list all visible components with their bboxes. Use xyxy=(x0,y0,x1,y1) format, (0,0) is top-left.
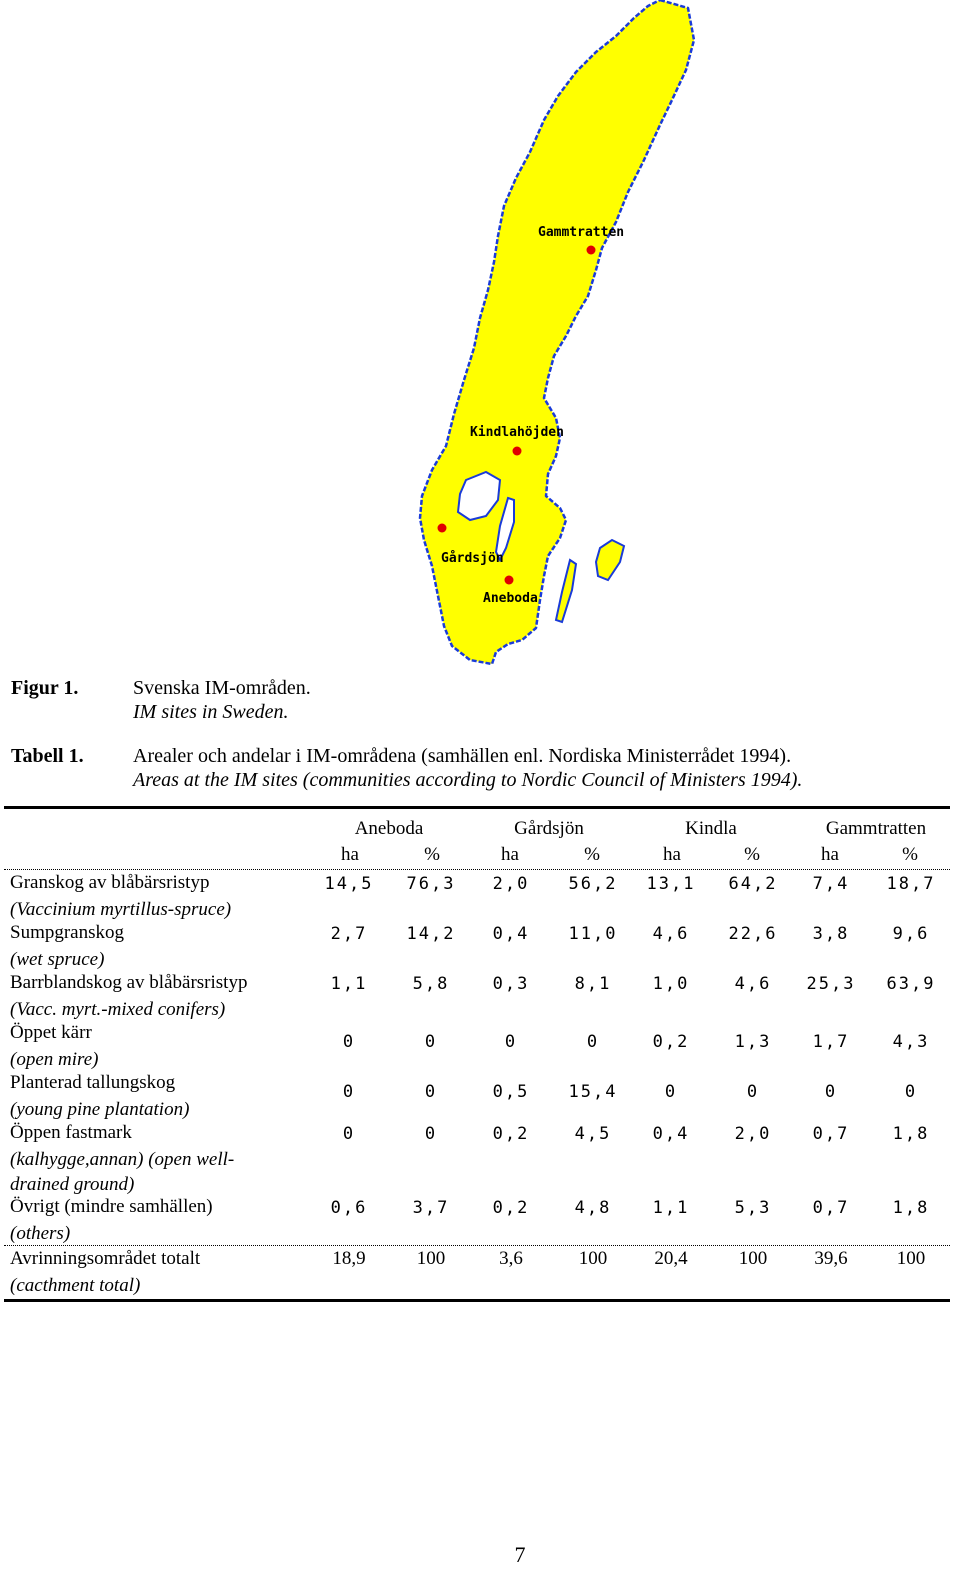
table-cell: 0,2 xyxy=(652,1032,690,1052)
figure-title-sv: Svenska IM-områden. xyxy=(133,677,311,699)
table-cell: 3,6 xyxy=(499,1248,523,1269)
table-cell: 63,9 xyxy=(886,974,936,994)
row-label-sv: Granskog av blåbärsristyp xyxy=(10,872,210,893)
table-title-sv: Arealer och andelar i IM-områdena (samhällen enl. Nordiska Ministerrådet 1994). xyxy=(133,745,792,767)
table-cell: 76,3 xyxy=(406,874,456,894)
table-cell: 9,6 xyxy=(892,924,930,944)
header-unit: ha xyxy=(821,844,839,865)
figure-tag: Figur 1. xyxy=(11,677,79,699)
table-cell: 14,2 xyxy=(406,924,456,944)
header-unit: ha xyxy=(341,844,359,865)
row-label-sv: Sumpgranskog xyxy=(10,922,124,943)
total-rule xyxy=(4,1245,950,1246)
header-site-gammtratten: Gammtratten xyxy=(825,818,927,839)
table-cell: 0,6 xyxy=(330,1198,368,1218)
table-cell: 0 xyxy=(904,1082,918,1102)
table-cell: 1,8 xyxy=(892,1198,930,1218)
row-label-en: (Vacc. myrt.-mixed conifers) xyxy=(10,999,226,1020)
table-cell: 0,7 xyxy=(812,1198,850,1218)
table-cell: 0 xyxy=(342,1082,356,1102)
table-cell: 13,1 xyxy=(646,874,696,894)
table-cell: 2,0 xyxy=(734,1124,772,1144)
table-cell: 0 xyxy=(824,1082,838,1102)
table-cell: 1,0 xyxy=(652,974,690,994)
table-cell: 3,7 xyxy=(412,1198,450,1218)
header-site-aneboda: Aneboda xyxy=(354,818,424,839)
table-cell: 1,1 xyxy=(652,1198,690,1218)
table-cell: 20,4 xyxy=(654,1248,688,1269)
table-cell: 0,4 xyxy=(652,1124,690,1144)
sweden-map xyxy=(0,0,960,680)
table-cell: 0 xyxy=(664,1082,678,1102)
table-cell: 0,5 xyxy=(492,1082,530,1102)
table-cell: 5,3 xyxy=(734,1198,772,1218)
row-label-sv: Öppet kärr xyxy=(10,1022,92,1043)
island-gotland xyxy=(596,540,624,580)
row-label-en: (open mire) xyxy=(10,1049,99,1070)
table-title-en: Areas at the IM sites (communities according to Nordic Council of Ministers 1994). xyxy=(133,769,803,791)
table-cell: 4,6 xyxy=(652,924,690,944)
table-cell: 0,3 xyxy=(492,974,530,994)
header-unit: % xyxy=(424,844,440,865)
header-unit: % xyxy=(902,844,918,865)
row-label-en: (others) xyxy=(10,1223,71,1244)
row-label-en: (Vaccinium myrtillus-spruce) xyxy=(10,899,232,920)
table-cell: 0,7 xyxy=(812,1124,850,1144)
table-cell: 0 xyxy=(342,1124,356,1144)
table-cell: 0,4 xyxy=(492,924,530,944)
table-cell: 2,0 xyxy=(492,874,530,894)
table-cell: 18,9 xyxy=(332,1248,366,1269)
header-unit: ha xyxy=(501,844,519,865)
row-label-sv: Avrinningsområdet totalt xyxy=(10,1248,201,1269)
table-cell: 0 xyxy=(424,1032,438,1052)
table-cell: 1,8 xyxy=(892,1124,930,1144)
table-cell: 0,2 xyxy=(492,1198,530,1218)
table-cell: 4,3 xyxy=(892,1032,930,1052)
table-cell: 1,1 xyxy=(330,974,368,994)
header-site-kindla: Kindla xyxy=(685,818,737,839)
table-cell: 100 xyxy=(896,1248,926,1269)
table-cell: 1,7 xyxy=(812,1032,850,1052)
page-number: 7 xyxy=(514,1542,526,1567)
svg-text:Gammtratten: Gammtratten xyxy=(538,225,625,240)
row-label-en-line: (kalhygge,annan) (open well- xyxy=(10,1149,235,1170)
row-label-sv: Öppen fastmark xyxy=(10,1122,132,1143)
table-cell: 0 xyxy=(342,1032,356,1052)
table-cell: 0 xyxy=(504,1032,518,1052)
table-cell: 100 xyxy=(738,1248,768,1269)
island-oland xyxy=(556,560,576,622)
header-site-gardsjon: Gårdsjön xyxy=(514,818,584,839)
row-label-en: (cacthment total) xyxy=(10,1275,141,1296)
table-cell: 25,3 xyxy=(806,974,856,994)
table-top-rule xyxy=(4,806,950,809)
table-cell: 22,6 xyxy=(728,924,778,944)
table-cell: 3,8 xyxy=(812,924,850,944)
table-bottom-rule xyxy=(4,1299,950,1302)
row-label-sv: Planterad tallungskog xyxy=(10,1072,176,1093)
table-cell: 0 xyxy=(424,1082,438,1102)
svg-text:Gårdsjön: Gårdsjön xyxy=(441,551,504,566)
row-label-sv: Barrblandskog av blåbärsristyp xyxy=(10,972,248,993)
svg-text:Kindlahöjden: Kindlahöjden xyxy=(470,425,564,440)
row-label-en: (wet spruce) xyxy=(10,949,105,970)
row-label-en xyxy=(10,1147,234,1197)
table-cell: 39,6 xyxy=(814,1248,848,1269)
table-cell: 0 xyxy=(586,1032,600,1052)
table-tag: Tabell 1. xyxy=(11,745,84,767)
table-cell: 5,8 xyxy=(412,974,450,994)
figure-title-en: IM sites in Sweden. xyxy=(133,701,289,723)
table-cell: 100 xyxy=(416,1248,446,1269)
table-cell: 0 xyxy=(424,1124,438,1144)
svg-text:Aneboda: Aneboda xyxy=(483,591,538,606)
table-cell: 4,6 xyxy=(734,974,772,994)
row-label-sv: Övrigt (mindre samhällen) xyxy=(10,1196,213,1217)
table-cell: 64,2 xyxy=(728,874,778,894)
header-unit: ha xyxy=(663,844,681,865)
table-cell: 56,2 xyxy=(568,874,618,894)
table-cell: 1,3 xyxy=(734,1032,772,1052)
table-cell: 100 xyxy=(578,1248,608,1269)
table-cell: 4,5 xyxy=(574,1124,612,1144)
table-cell: 18,7 xyxy=(886,874,936,894)
table-cell: 15,4 xyxy=(568,1082,618,1102)
table-cell: 14,5 xyxy=(324,874,374,894)
row-label-en: (young pine plantation) xyxy=(10,1099,190,1120)
header-unit: % xyxy=(744,844,760,865)
table-cell: 4,8 xyxy=(574,1198,612,1218)
table-cell: 8,1 xyxy=(574,974,612,994)
header-rule xyxy=(4,869,950,870)
row-label-en-line: drained ground) xyxy=(10,1174,135,1195)
table-cell: 7,4 xyxy=(812,874,850,894)
header-unit: % xyxy=(584,844,600,865)
table-cell: 11,0 xyxy=(568,924,618,944)
table-cell: 2,7 xyxy=(330,924,368,944)
table-cell: 0,2 xyxy=(492,1124,530,1144)
table-cell: 0 xyxy=(746,1082,760,1102)
